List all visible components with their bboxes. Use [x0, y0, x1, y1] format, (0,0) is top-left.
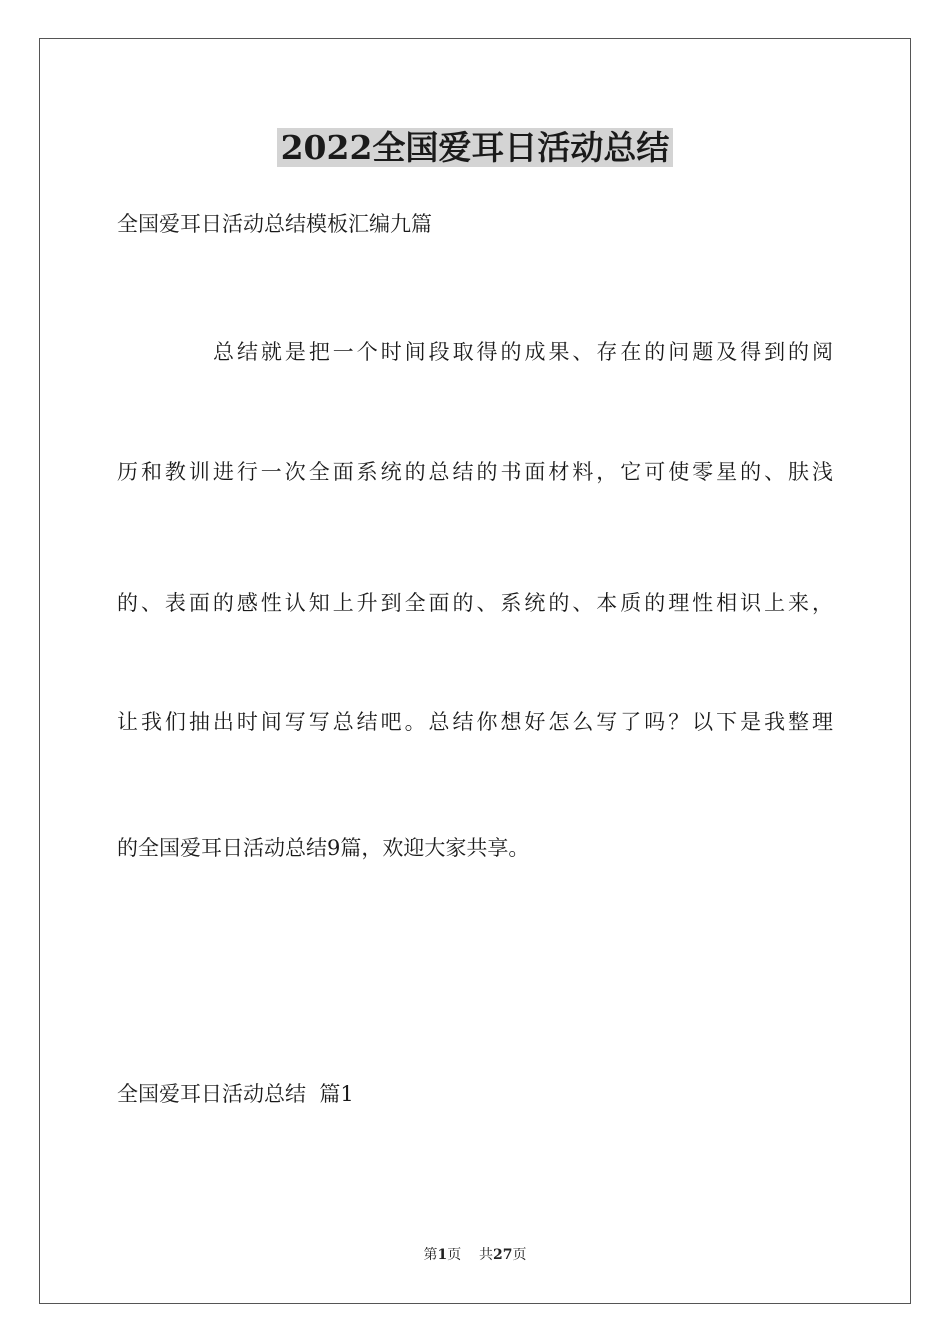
document-title-text: 2022全国爱耳日活动总结	[277, 128, 674, 167]
footer-page-suffix: 页	[512, 1247, 527, 1263]
intro-line-3: 的、表面的感性认知上升到全面的、系统的、本质的理性相识上来，	[117, 591, 833, 615]
footer-page-total: 27	[493, 1247, 513, 1263]
section-heading: 全国爱耳日活动总结 篇1	[117, 1082, 354, 1106]
document-subtitle: 全国爱耳日活动总结模板汇编九篇	[117, 212, 432, 236]
document-title	[0, 124, 950, 172]
footer-page-mid: 页 共	[447, 1247, 494, 1263]
intro-line-4: 让我们抽出时间写写总结吧。总结你想好怎么写了吗？以下是我整理	[117, 710, 833, 734]
page-footer	[0, 1245, 950, 1265]
footer-page-prefix: 第	[423, 1247, 438, 1263]
intro-line-1: 总结就是把一个时间段取得的成果、存在的问题及得到的阅	[213, 340, 833, 364]
intro-line-5: 的全国爱耳日活动总结9篇，欢迎大家共享。	[117, 836, 530, 860]
footer-page-current: 1	[437, 1247, 448, 1263]
intro-line-2: 历和教训进行一次全面系统的总结的书面材料，它可使零星的、肤浅	[117, 460, 833, 484]
